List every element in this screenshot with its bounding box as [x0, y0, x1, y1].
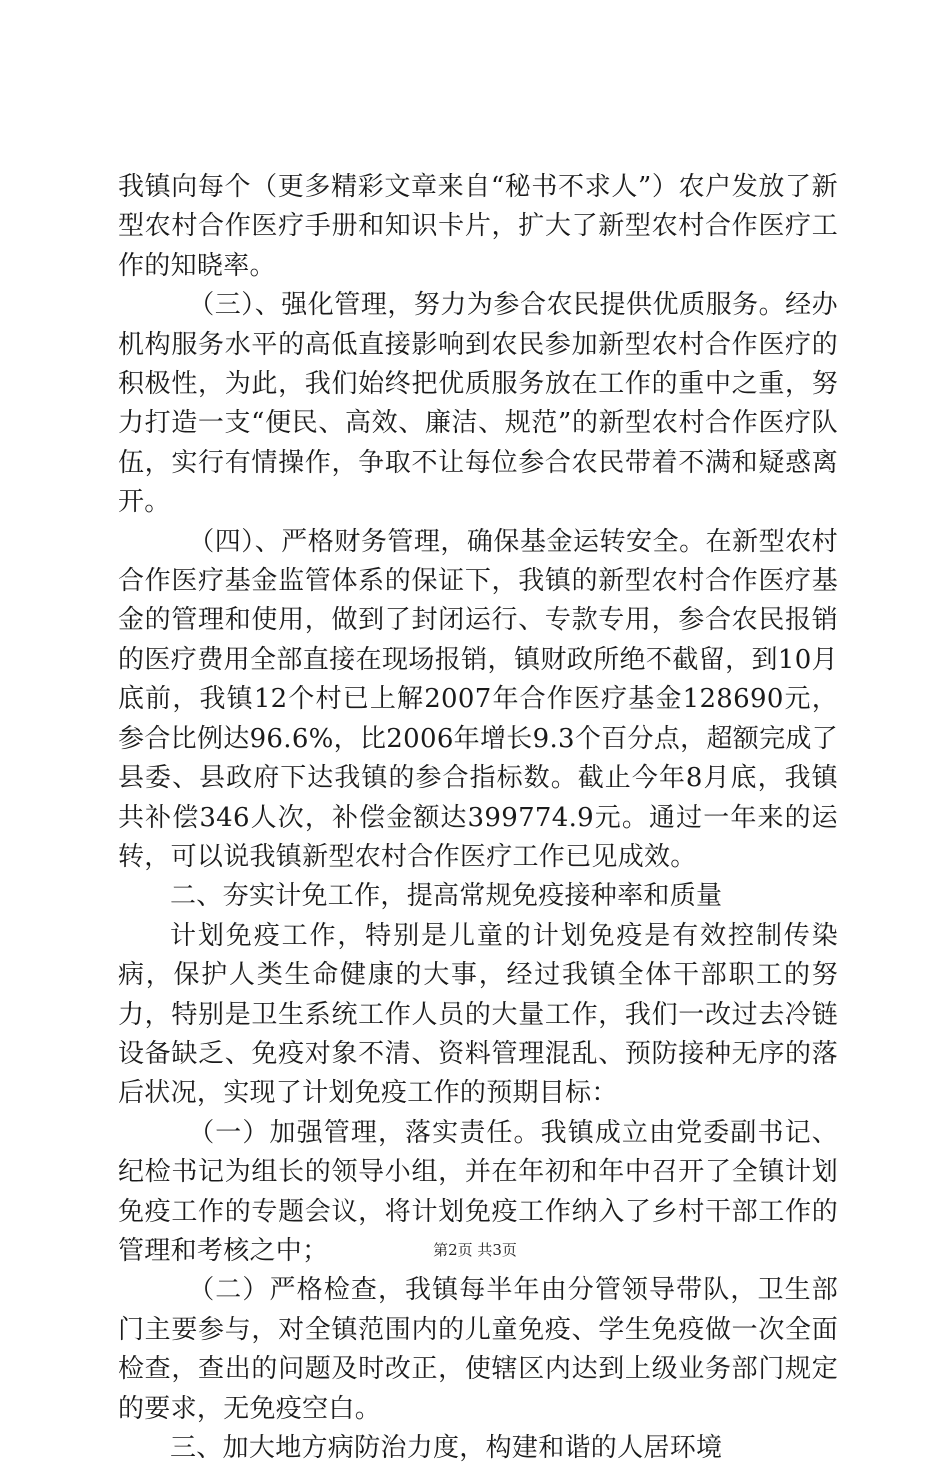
paragraph-item-1: （一）加强管理，落实责任。我镇成立由党委副书记、纪检书记为组长的领导小组，并在年初和年中召开了全镇计划免疫工作的专题会议，将计划免疫工作纳入了乡村干部工作的管理和考核之中；: [118, 1117, 838, 1266]
paragraph-item-2: （二）严格检查，我镇每半年由分管领导带队，卫生部门主要参与，对全镇范围内的儿童免疫、学生免疫做一次全面检查，查出的问题及时改正，使辖区内达到上级业务部门规定的要求，无免疫空白。: [118, 1275, 838, 1424]
heading-section-three: 三、加大地方病防治力度，构建和谐的人居环境: [170, 1433, 723, 1463]
paragraph-section-3: （三）、强化管理，努力为参合农民提供优质服务。经办机构服务水平的高低直接影响到农民参加新型农村合作医疗的积极性，为此，我们始终把优质服务放在工作的重中之重，努力打造一支“便民、高效、廉洁、规范”的新型农村合作医疗队伍，实行有情操作，争取不让每位参合农民带着不满和疑惑离开。: [118, 290, 838, 518]
paragraph-section-4: （四）、严格财务管理，确保基金运转安全。在新型农村合作医疗基金监管体系的保证下，我镇的新型农村合作医疗基金的管理和使用，做到了封闭运行、专款专用，参合农民报销的医疗费用全部直接在现场报销，镇财政所绝不截留，到10月底前，我镇12个村已上解2007年合作医疗基金128690元，参合比例达96.6%，比2006年增长9.3个百分点，超额完成了县委、县政府下达我镇的参合指标数。截止今年8月底，我镇共补偿346人次，补偿金额达399774.9元。通过一年来的运转，可以说我镇新型农村合作医疗工作已见成效。: [118, 526, 838, 872]
page-number-footer: 第2页 共3页: [433, 1241, 517, 1259]
paragraph-immunization: 计划免疫工作，特别是儿童的计划免疫是有效控制传染病，保护人类生命健康的大事，经过我镇全体干部职工的努力，特别是卫生系统工作人员的大量工作，我们一改过去冷链设备缺乏、免疫对象不清、资料管理混乱、预防接种无序的落后状况，实现了计划免疫工作的预期目标：: [118, 920, 838, 1109]
heading-section-two: 二、夯实计免工作，提高常规免疫接种率和质量: [170, 881, 723, 912]
document-body: [118, 168, 838, 1468]
paragraph-continuation: 我镇向每个（更多精彩文章来自“秘书不求人”）农户发放了新型农村合作医疗手册和知识卡片，扩大了新型农村合作医疗工作的知晓率。: [118, 172, 838, 281]
